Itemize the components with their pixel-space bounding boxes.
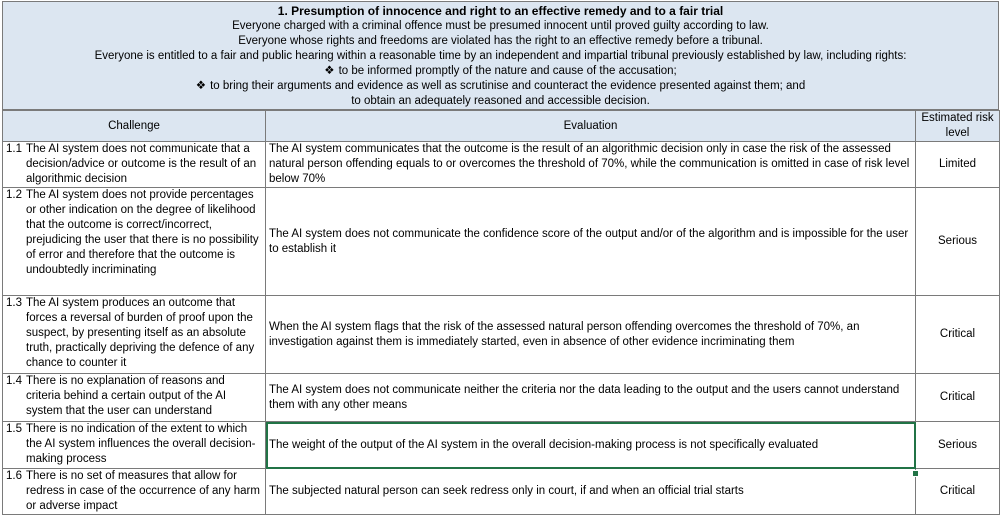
row-number: 1.1	[6, 143, 22, 155]
evaluation-cell[interactable]: The AI system does not communicate neither the criteria nor the data leading to the output and the users cannot understand them with any other means	[266, 374, 916, 422]
evaluation-cell[interactable]: The AI system does not communicate the confidence score of the output and/or of the algorithm and is impossible for the user to establish it	[266, 188, 916, 296]
challenge-cell[interactable]	[3, 422, 266, 469]
risk-level-cell[interactable]: Serious	[916, 422, 1000, 469]
column-header-challenge[interactable]: Challenge	[3, 111, 266, 142]
table-row	[3, 296, 1000, 374]
row-number: 1.6	[6, 470, 22, 482]
table-row	[3, 188, 1000, 296]
evaluation-cell[interactable]: When the AI system flags that the risk of the assessed natural person offending overcomes the threshold of 70%, an investigation against them is immediately started, even in absence of other evidence incriminating them	[266, 296, 916, 374]
header-bullet-2-text: to bring their arguments and evidence as well as scrutinise and counteract the evidence presented against them; and	[210, 80, 806, 92]
challenge-text: There is no set of measures that allow for redress in case of the occurrence of any harm or adverse impact	[26, 470, 260, 512]
header-bullet-1	[3, 64, 998, 79]
challenge-cell[interactable]	[3, 469, 266, 515]
table-row	[3, 469, 1000, 515]
diamond-bullet-icon: ❖	[195, 80, 207, 92]
diamond-bullet-icon: ❖	[324, 65, 335, 77]
risk-level-cell[interactable]: Critical	[916, 296, 1000, 374]
challenge-text: There is no indication of the extent to which the AI system influences the overall decision-making process	[26, 423, 256, 465]
row-number: 1.2	[6, 189, 22, 201]
header-bullet-2	[3, 79, 998, 94]
evaluation-cell[interactable]: The subjected natural person can seek redress only in court, if and when an official trial starts	[266, 469, 916, 515]
table-header-row	[3, 111, 1000, 142]
table-row	[3, 142, 1000, 188]
header-line-1: Everyone charged with a criminal offence must be presumed innocent until proved guilty according to law.	[232, 20, 769, 32]
evaluation-cell-selected[interactable]: The weight of the output of the AI system in the overall decision-making process is not specifically evaluated	[266, 422, 916, 469]
risk-table	[2, 110, 1000, 515]
fill-handle[interactable]	[912, 470, 919, 477]
section-title: 1. Presumption of innocence and right to an effective remedy and to a fair trial	[277, 4, 724, 18]
row-number: 1.3	[6, 297, 22, 309]
challenge-text: The AI system produces an outcome that forces a reversal of burden of proof upon the suspect, by presenting itself as an absolute truth, practically depriving the defence of any chance to counter it	[26, 297, 255, 369]
section-header[interactable]	[2, 1, 999, 110]
column-header-evaluation[interactable]: Evaluation	[266, 111, 916, 142]
column-header-risk[interactable]: Estimated risk level	[916, 111, 1000, 142]
spreadsheet	[2, 1, 999, 515]
header-line-last: to obtain an adequately reasoned and accessible decision.	[351, 95, 650, 107]
challenge-text: The AI system does not communicate that a decision/advice or outcome is the result of an algorithmic decision	[26, 143, 257, 185]
table-row	[3, 422, 1000, 469]
risk-level-cell[interactable]: Critical	[916, 469, 1000, 515]
risk-level-cell[interactable]: Critical	[916, 374, 1000, 422]
table-row	[3, 374, 1000, 422]
challenge-cell[interactable]	[3, 142, 266, 188]
challenge-text: There is no explanation of reasons and criteria behind a certain output of the AI system that the user can understand	[26, 375, 227, 417]
header-line-2: Everyone whose rights and freedoms are violated has the right to an effective remedy before a tribunal.	[238, 35, 763, 47]
challenge-cell[interactable]	[3, 374, 266, 422]
challenge-cell[interactable]	[3, 188, 266, 296]
header-bullet-1-text: to be informed promptly of the nature and cause of the accusation;	[338, 65, 677, 77]
row-number: 1.5	[6, 423, 22, 435]
challenge-text: The AI system does not provide percentages or other indication on the degree of likelihood that the outcome is correct/incorrect, prejudicing the user that there is no possibility of error and therefore that the outcome is undoubtedly incriminating	[26, 189, 259, 276]
header-line-3: Everyone is entitled to a fair and public hearing within a reasonable time by an independent and impartial tribunal previously established by law, including rights:	[94, 50, 907, 62]
risk-level-cell[interactable]: Serious	[916, 188, 1000, 296]
evaluation-cell[interactable]: The AI system communicates that the outcome is the result of an algorithmic decision only in case the risk of the assessed natural person offending equals to or overcomes the threshold of 70%, while the communication is omitted in case of risk level below 70%	[266, 142, 916, 188]
challenge-cell[interactable]	[3, 296, 266, 374]
risk-level-cell[interactable]: Limited	[916, 142, 1000, 188]
row-number: 1.4	[6, 375, 22, 387]
